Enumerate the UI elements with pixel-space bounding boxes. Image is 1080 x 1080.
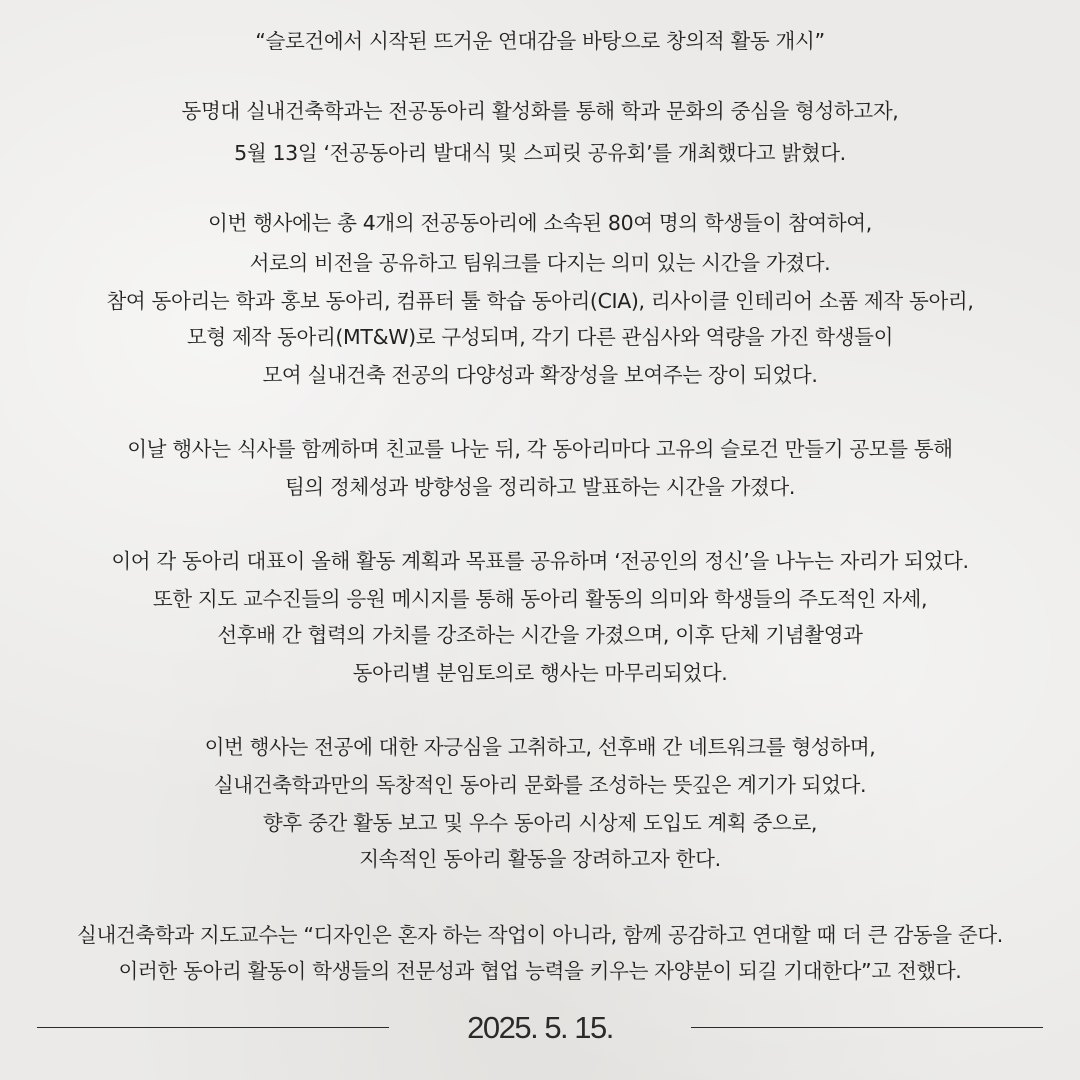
paragraph-5-line-2: 실내건축학과만의 독창적인 동아리 문화를 조성하는 뜻깊은 계기가 되었다.	[213, 773, 867, 797]
paragraph-3-line-2: 팀의 정체성과 방향성을 정리하고 발표하는 시간을 가졌다.	[284, 475, 796, 499]
paragraph-1-line-2: 5월 13일 ‘전공동아리 발대식 및 스피릿 공유회’를 개최했다고 밝혔다.	[234, 141, 846, 165]
article-headline: “슬로건에서 시작된 뜨거운 연대감을 바탕으로 창의적 활동 개시”	[255, 29, 825, 53]
paragraph-5-line-4: 지속적인 동아리 활동을 장려하고자 한다.	[359, 847, 721, 871]
paragraph-3-line-1: 이날 행사는 식사를 함께하며 친교를 나눈 뒤, 각 동아리마다 고유의 슬로건 만들기 공모를 통해	[127, 437, 953, 461]
paragraph-2-line-3: 참여 동아리는 학과 홍보 동아리, 컴퓨터 툴 학습 동아리(CIA), 리사이클 인테리어 소품 제작 동아리,	[106, 289, 974, 313]
paragraph-4-line-4: 동아리별 분임토의로 행사는 마무리되었다.	[352, 661, 728, 685]
paragraph-2-line-5: 모여 실내건축 전공의 다양성과 확장성을 보여주는 장이 되었다.	[262, 363, 818, 387]
paragraph-1-line-1: 동명대 실내건축학과는 전공동아리 활성화를 통해 학과 문화의 중심을 형성하고자,	[181, 99, 899, 123]
paragraph-4-line-2: 또한 지도 교수진들의 응원 메시지를 통해 동아리 활동의 의미와 학생들의 주도적인 자세,	[152, 587, 928, 611]
paragraph-2-line-4: 모형 제작 동아리(MT&W)로 구성되며, 각기 다른 관심사와 역량을 가진 학생들이	[186, 325, 894, 349]
paragraph-2-line-1: 이번 행사에는 총 4개의 전공동아리에 소속된 80여 명의 학생들이 참여하여,	[208, 211, 872, 235]
paragraph-6-line-1: 실내건축학과 지도교수는 “디자인은 혼자 하는 작업이 아니라, 함께 공감하고 연대할 때 더 큰 감동을 준다.	[77, 923, 1003, 947]
paragraph-4-line-1: 이어 각 동아리 대표이 올해 활동 계획과 목표를 공유하며 ‘전공인의 정신’을 나누는 자리가 되었다.	[111, 549, 969, 573]
paragraph-5-line-3: 향후 중간 활동 보고 및 우수 동아리 시상제 도입도 계획 중으로,	[262, 811, 818, 835]
paragraph-6-line-2: 이러한 동아리 활동이 학생들의 전문성과 협업 능력을 키우는 자양분이 되길 기대한다”고 전했다.	[118, 959, 962, 983]
date-row	[0, 1006, 1080, 1050]
paragraph-4-line-3: 선후배 간 협력의 가치를 강조하는 시간을 가졌으며, 이후 단체 기념촬영과	[217, 623, 863, 647]
paragraph-2-line-2: 서로의 비전을 공유하고 팀워크를 다지는 의미 있는 시간을 가졌다.	[249, 251, 831, 275]
paragraph-5-line-1: 이번 행사는 전공에 대한 자긍심을 고취하고, 선후배 간 네트워크를 형성하며,	[204, 735, 876, 759]
publish-date: 2025. 5. 15.	[467, 1010, 613, 1045]
divider-right	[691, 1027, 1043, 1028]
